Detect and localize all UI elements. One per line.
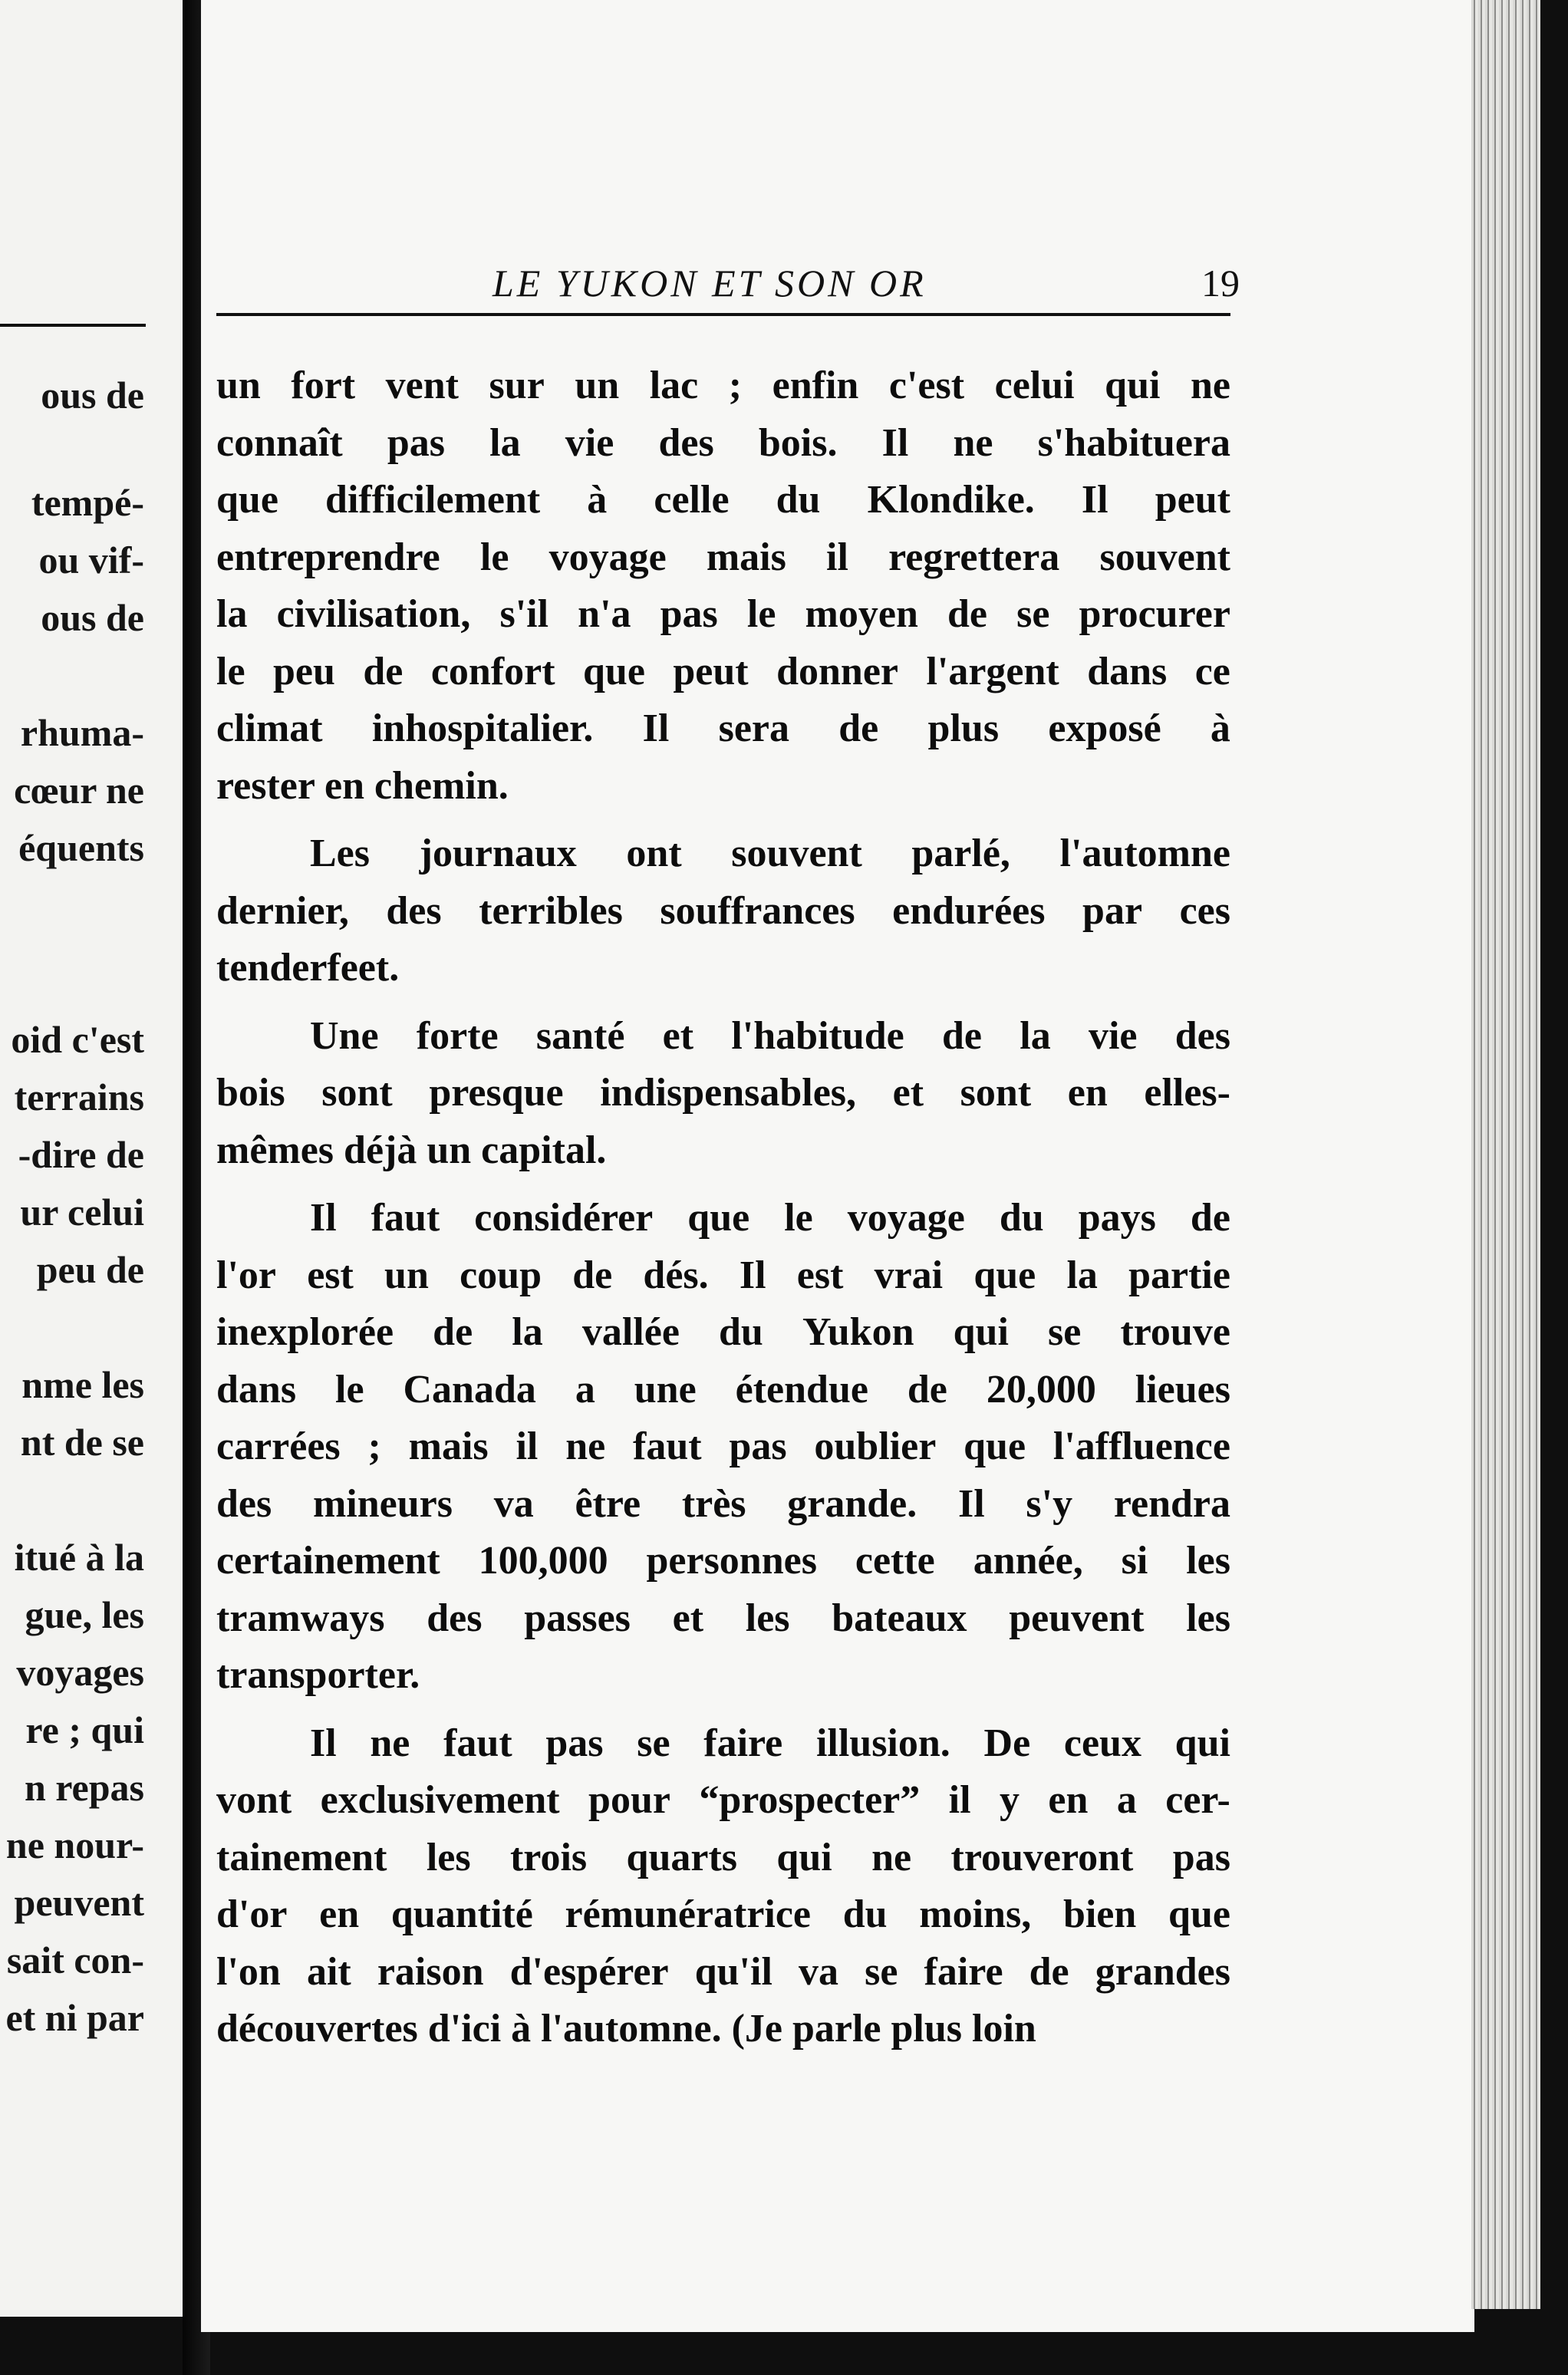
paragraph <box>216 1008 1230 1180</box>
paragraph-gap <box>216 997 1230 1008</box>
page-header <box>216 255 1240 316</box>
running-title: LE YUKON ET SON OR <box>492 262 927 305</box>
facing-page-line: nme les <box>21 1363 144 1406</box>
text-line: tenderfeet. <box>216 946 400 990</box>
paragraph <box>216 357 1230 815</box>
text-line: certainement 100,000 personnes cette année, si les <box>216 1539 1230 1583</box>
text-line: entreprendre le voyage mais il regrettera souvent <box>216 535 1230 579</box>
text-line: des mineurs va être très grande. Il s'y rendra <box>216 1481 1230 1526</box>
paragraph <box>216 1715 1230 2058</box>
text-line: Il ne faut pas se faire illusion. De ceux qui <box>310 1721 1230 1765</box>
page-edges <box>1471 0 1540 2309</box>
text-line: dans le Canada a une étendue de 20,000 lieues <box>216 1367 1230 1411</box>
facing-page-rule <box>0 324 146 327</box>
facing-page-line: peuvent <box>14 1881 144 1924</box>
text-line: un fort vent sur un lac ; enfin c'est celui qui ne <box>216 364 1230 407</box>
text-line: carrées ; mais il ne faut pas oublier que l'affluence <box>216 1425 1230 1468</box>
facing-page-line: tempé- <box>31 481 144 524</box>
facing-page-line: ous de <box>41 374 144 417</box>
text-line: l'on ait raison d'espérer qu'il va se faire de grandes <box>216 1949 1230 1994</box>
text-line: découvertes d'ici à l'automne. (Je parle plus loin <box>216 2007 1036 2051</box>
text-line: dernier, des terribles souffrances endurées par ces <box>216 888 1230 933</box>
facing-page-line: -dire de <box>18 1133 144 1176</box>
facing-page-line: peu de <box>36 1248 144 1291</box>
facing-page-line: cœur ne <box>14 769 144 812</box>
text-line: tainement les trois quarts qui ne trouveront pas <box>216 1835 1230 1879</box>
facing-page-line: re ; qui <box>25 1708 144 1751</box>
facing-page-line: sait con- <box>6 1939 144 1981</box>
paragraph <box>216 825 1230 997</box>
text-line: bois sont presque indispensables, et sont en elles- <box>216 1071 1230 1115</box>
text-line: Les journaux ont souvent parlé, l'automne <box>310 832 1230 875</box>
text-line: Une forte santé et l'habitude de la vie des <box>310 1013 1230 1058</box>
facing-page-line: rhuma- <box>20 711 144 754</box>
facing-page-line: nt de se <box>20 1421 144 1464</box>
paragraph-gap <box>216 1179 1230 1190</box>
header-rule <box>216 313 1230 316</box>
text-line: climat inhospitalier. Il sera de plus exposé à <box>216 707 1230 750</box>
main-page <box>201 0 1474 2332</box>
facing-page-line: ur celui <box>20 1191 144 1234</box>
body-text <box>216 357 1230 2058</box>
facing-page-line: ne nour- <box>5 1823 144 1866</box>
text-line: tramways des passes et les bateaux peuvent les <box>216 1596 1230 1640</box>
text-line: d'or en quantité rémunératrice du moins, bien que <box>216 1892 1230 1936</box>
facing-page-line: et ni par <box>5 1996 144 2039</box>
facing-page-line: voyages <box>16 1651 144 1694</box>
facing-page-line: oid c'est <box>11 1018 144 1061</box>
text-line: vont exclusivement pour “prospecter” il y en a cer- <box>216 1778 1230 1822</box>
text-line: le peu de confort que peut donner l'argent dans ce <box>216 649 1230 693</box>
facing-page-line: terrains <box>14 1076 144 1118</box>
paragraph-gap <box>216 1705 1230 1715</box>
text-line: inexplorée de la vallée du Yukon qui se trouve <box>216 1310 1230 1354</box>
facing-page-line: n repas <box>24 1766 144 1809</box>
text-line: la civilisation, s'il n'a pas le moyen de se procurer <box>216 592 1230 636</box>
facing-page-line: équents <box>18 826 144 869</box>
text-line: mêmes déjà un capital. <box>216 1128 607 1172</box>
facing-page-line: ous de <box>41 596 144 639</box>
page-number: 19 <box>1201 262 1240 305</box>
text-line: que difficilement à celle du Klondike. Il peut <box>216 478 1230 522</box>
paragraph-gap <box>216 815 1230 825</box>
text-line: connaît pas la vie des bois. Il ne s'habituera <box>216 420 1230 465</box>
text-line: l'or est un coup de dés. Il est vrai que la partie <box>216 1253 1230 1297</box>
text-line: transporter. <box>216 1653 420 1697</box>
facing-page-line: gue, les <box>25 1593 144 1636</box>
text-line: Il faut considérer que le voyage du pays de <box>310 1196 1230 1240</box>
text-line: rester en chemin. <box>216 763 509 808</box>
paragraph <box>216 1190 1230 1705</box>
facing-page-fragment <box>0 0 183 2317</box>
facing-page-line: itué à la <box>14 1536 144 1579</box>
facing-page-line: ou vif- <box>38 539 144 581</box>
